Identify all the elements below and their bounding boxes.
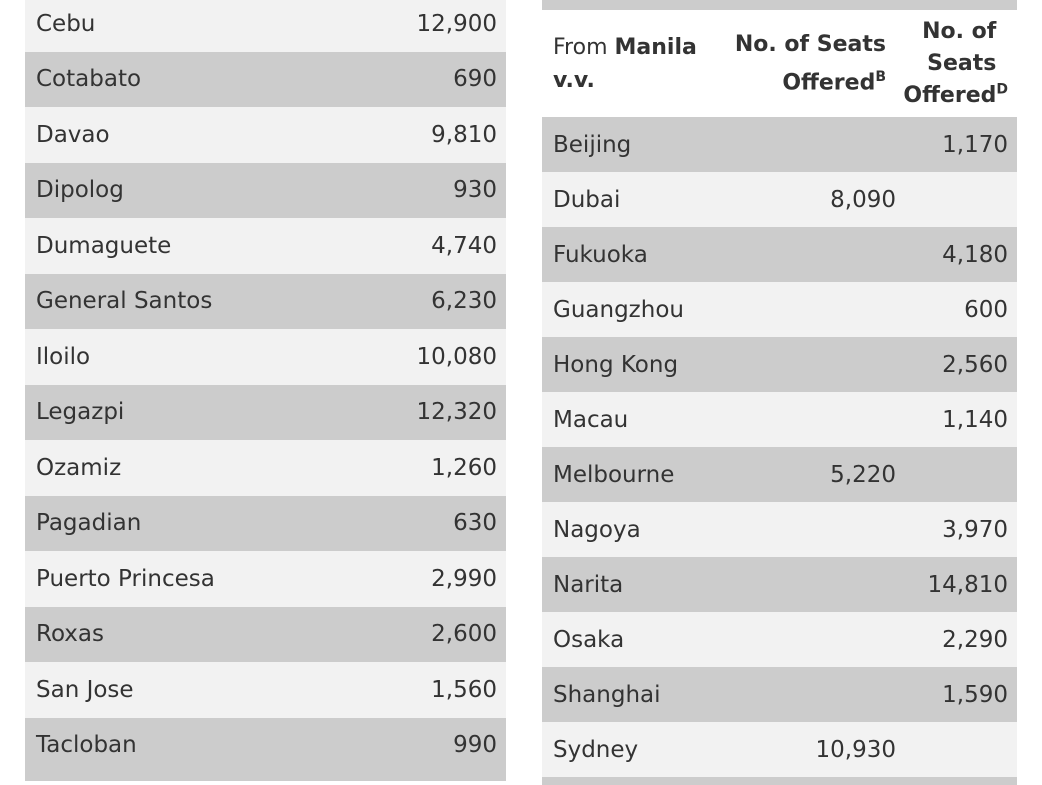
city-name: Nagoya bbox=[553, 516, 641, 543]
seats-value: 690 bbox=[453, 66, 497, 93]
table-row bbox=[25, 385, 506, 441]
seats-value: 12,320 bbox=[416, 399, 497, 426]
header-from-prefix: From bbox=[553, 34, 615, 60]
table-body bbox=[542, 117, 1017, 777]
seats-offered-d-value: 1,170 bbox=[942, 131, 1008, 158]
city-name: Dipolog bbox=[36, 177, 124, 204]
table-row bbox=[25, 0, 506, 52]
city-name: Macau bbox=[553, 406, 629, 433]
international-seats-table bbox=[542, 0, 1017, 785]
seats-value: 1,560 bbox=[431, 676, 497, 703]
seats-value: 990 bbox=[453, 732, 497, 759]
city-name: Dumaguete bbox=[36, 232, 172, 259]
header-d-sup: D bbox=[996, 81, 1008, 98]
header-from-suffix: v.v. bbox=[553, 67, 595, 93]
seats-value: 930 bbox=[453, 177, 497, 204]
table-row bbox=[25, 52, 506, 108]
city-name: General Santos bbox=[36, 288, 213, 315]
table-row bbox=[542, 172, 1017, 227]
city-name: Pagadian bbox=[36, 510, 142, 537]
seats-offered-d-value: 2,290 bbox=[942, 626, 1008, 653]
seats-value: 2,600 bbox=[431, 621, 497, 648]
seats-value: 12,900 bbox=[416, 10, 497, 37]
city-name: Legazpi bbox=[36, 399, 125, 426]
seats-offered-b-value: 10,930 bbox=[815, 736, 896, 763]
city-name: Ozamiz bbox=[36, 454, 122, 481]
table-row bbox=[25, 607, 506, 663]
city-name: Fukuoka bbox=[553, 241, 648, 268]
seats-offered-d-value: 1,140 bbox=[942, 406, 1008, 433]
table-row bbox=[542, 392, 1017, 447]
seats-offered-b-value: 8,090 bbox=[830, 186, 896, 213]
table-row bbox=[25, 551, 506, 607]
city-name: Beijing bbox=[553, 131, 632, 158]
seats-offered-d-value: 1,590 bbox=[942, 681, 1008, 708]
header-seats-offered-d bbox=[886, 16, 1008, 112]
city-name: Shanghai bbox=[553, 681, 661, 708]
city-name: Cotabato bbox=[36, 66, 142, 93]
table-row bbox=[542, 282, 1017, 337]
table-row bbox=[542, 117, 1017, 172]
table-row bbox=[25, 440, 506, 496]
table-row bbox=[542, 612, 1017, 667]
seats-offered-d-value: 4,180 bbox=[942, 241, 1008, 268]
seats-value: 6,230 bbox=[431, 288, 497, 315]
seats-value: 2,990 bbox=[431, 565, 497, 592]
city-name: Roxas bbox=[36, 621, 105, 648]
header-seats-offered-b bbox=[733, 28, 886, 99]
seats-offered-d-value: 600 bbox=[964, 296, 1008, 323]
table-row bbox=[25, 329, 506, 385]
header-from-city: Manila bbox=[614, 34, 697, 60]
table-row bbox=[25, 107, 506, 163]
seats-offered-d-value: 2,560 bbox=[942, 351, 1008, 378]
table-bottom-strip bbox=[25, 773, 506, 781]
city-name: San Jose bbox=[36, 676, 134, 703]
header-d-label: No. of Seats Offered bbox=[903, 18, 997, 108]
city-name: Tacloban bbox=[36, 732, 137, 759]
table-row bbox=[25, 218, 506, 274]
city-name: Hong Kong bbox=[553, 351, 679, 378]
table-top-strip bbox=[542, 0, 1017, 10]
city-name: Osaka bbox=[553, 626, 625, 653]
table-row bbox=[25, 163, 506, 219]
city-name: Guangzhou bbox=[553, 296, 684, 323]
table-row bbox=[542, 667, 1017, 722]
table-bottom-strip bbox=[542, 777, 1017, 785]
table-row bbox=[542, 557, 1017, 612]
city-name: Cebu bbox=[36, 10, 96, 37]
header-b-sup: B bbox=[875, 68, 886, 85]
city-name: Sydney bbox=[553, 736, 639, 763]
city-name: Davao bbox=[36, 121, 110, 148]
city-name: Puerto Princesa bbox=[36, 565, 215, 592]
table-row bbox=[542, 502, 1017, 557]
table-header bbox=[542, 10, 1017, 117]
seats-value: 1,260 bbox=[431, 454, 497, 481]
table-row bbox=[542, 722, 1017, 777]
city-name: Dubai bbox=[553, 186, 621, 213]
city-name: Narita bbox=[553, 571, 624, 598]
header-from-manila bbox=[553, 31, 733, 97]
table-row bbox=[25, 718, 506, 774]
table-row bbox=[542, 337, 1017, 392]
table-row bbox=[25, 496, 506, 552]
seats-value: 10,080 bbox=[416, 343, 497, 370]
city-name: Melbourne bbox=[553, 461, 675, 488]
seats-offered-d-value: 14,810 bbox=[927, 571, 1008, 598]
domestic-seats-table bbox=[25, 0, 506, 781]
city-name: Iloilo bbox=[36, 343, 91, 370]
seats-value: 9,810 bbox=[431, 121, 497, 148]
table-row bbox=[542, 447, 1017, 502]
seats-offered-b-value: 5,220 bbox=[830, 461, 896, 488]
seats-offered-d-value: 3,970 bbox=[942, 516, 1008, 543]
seats-value: 630 bbox=[453, 510, 497, 537]
header-b-label: No. of Seats Offered bbox=[734, 31, 886, 96]
table-row bbox=[25, 274, 506, 330]
table-row bbox=[542, 227, 1017, 282]
table-row bbox=[25, 662, 506, 718]
seats-value: 4,740 bbox=[431, 232, 497, 259]
